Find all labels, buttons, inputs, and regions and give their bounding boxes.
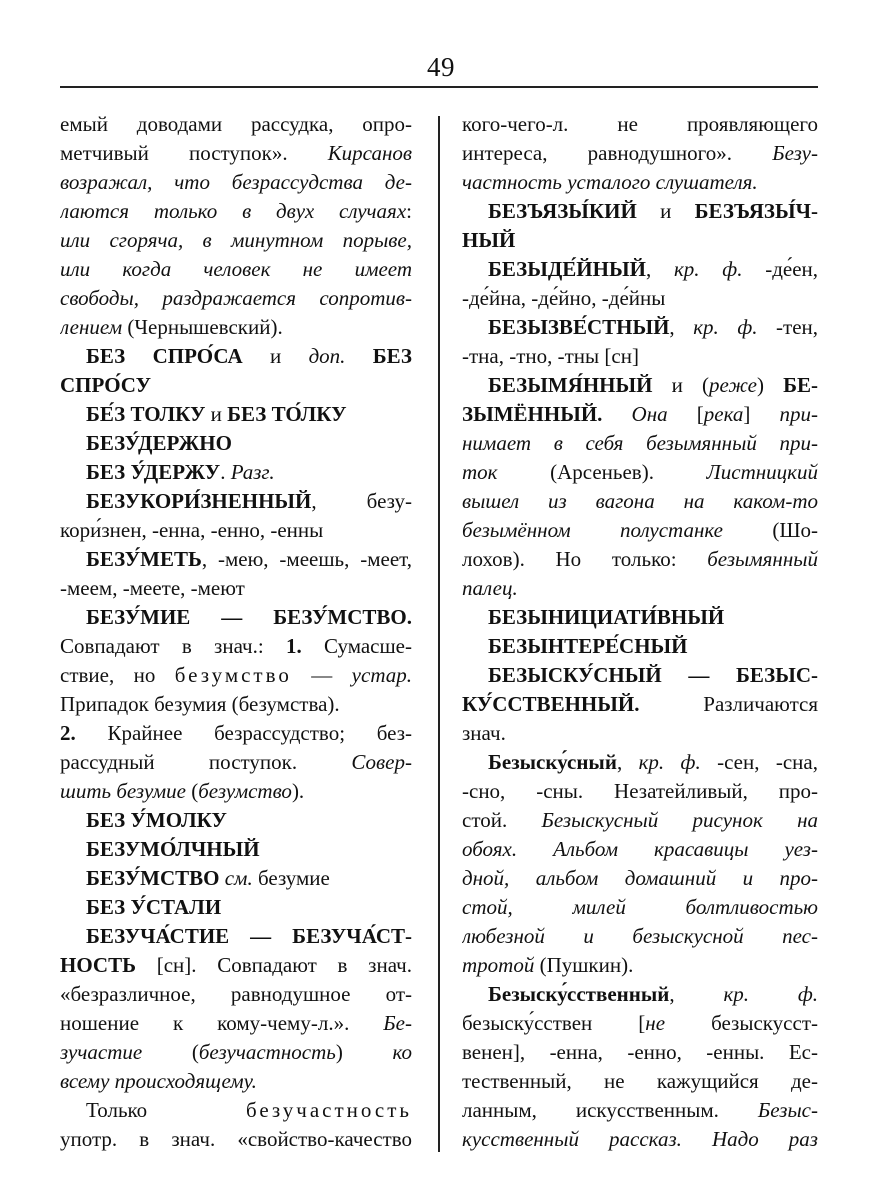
text-run: метчивый поступок». — [60, 141, 328, 165]
text-run: (Пушкин). — [534, 953, 634, 977]
text-run: «безразличное, равнодушное от- — [60, 982, 412, 1006]
headword: КУ́ССТВЕННЫЙ. — [462, 692, 640, 716]
text-run: -тен, — [757, 315, 818, 339]
italic-text: лением — [60, 315, 123, 339]
italic-text: зучастие — [60, 1040, 143, 1064]
italic-text: ток — [462, 460, 498, 484]
italic-text: Разг. — [230, 460, 275, 484]
text-line — [60, 864, 412, 893]
text-line — [60, 284, 412, 313]
italic-text: дной, альбом домашний и про- — [462, 866, 818, 890]
text-line — [60, 110, 412, 139]
headword: БЕЗУЧА́СТИЕ — БЕЗУЧА́СТ- — [86, 924, 412, 948]
text-run: лохов). Но только: — [462, 547, 708, 571]
text-line — [60, 690, 412, 719]
text-line — [462, 400, 818, 429]
italic-text: Кирсанов — [327, 141, 412, 165]
italic-text: Бе- — [383, 1011, 412, 1035]
text-line — [462, 255, 818, 284]
text-line — [462, 1009, 818, 1038]
text-line — [462, 1096, 818, 1125]
text-run: тественный, не кажущийся де- — [462, 1069, 818, 1093]
italic-text: Безыскусный рисунок на — [541, 808, 818, 832]
italic-text: безумство — [198, 779, 292, 803]
text-line — [462, 487, 818, 516]
text-run: , — [645, 257, 674, 281]
spaced-text: безумство — [174, 663, 292, 687]
text-line — [462, 835, 818, 864]
text-line — [462, 777, 818, 806]
text-run: ( — [186, 779, 199, 803]
headword: Безыску́сный — [488, 750, 617, 774]
italic-text: всему происходящему. — [60, 1069, 257, 1093]
headword: БЕЗ У́МОЛКУ — [86, 808, 227, 832]
text-run: знач. — [462, 721, 506, 745]
text-run: Различаются — [639, 692, 818, 716]
text-run: ( — [142, 1040, 199, 1064]
text-line — [60, 342, 412, 371]
text-run: употр. в знач. «свойство-качество — [60, 1127, 412, 1151]
italic-text: обоях. Альбом красавицы уез- — [462, 837, 818, 861]
text-line — [462, 458, 818, 487]
headword: БЕЗЪЯЗЫ́КИЙ — [488, 199, 637, 223]
text-run — [602, 402, 631, 426]
headword: БЕЗУ́МИЕ — БЕЗУ́МСТВО. — [86, 605, 412, 629]
headword: 2. — [60, 721, 76, 745]
page-number: 49 — [427, 52, 455, 82]
text-run: , -мею, -меешь, -меет, — [201, 547, 412, 571]
italic-text: кр. ф. — [693, 315, 758, 339]
headword: Безыску́сственный — [488, 982, 670, 1006]
text-run: и — [636, 199, 695, 223]
text-line — [60, 603, 412, 632]
text-line — [462, 748, 818, 777]
text-run: ] — [743, 402, 780, 426]
italic-text: реже — [709, 373, 757, 397]
text-run: ). — [291, 779, 305, 803]
text-line — [60, 168, 412, 197]
italic-text: лаются только в двух случаях — [60, 199, 407, 223]
headword: НОСТЬ — [60, 953, 136, 977]
text-run: (Арсеньев). — [497, 460, 707, 484]
headword: 1. — [285, 634, 302, 658]
text-run: , безу- — [311, 489, 412, 513]
column-divider — [438, 116, 440, 1152]
italic-text: любезной и безыскусной пес- — [462, 924, 818, 948]
text-run: и ( — [652, 373, 710, 397]
italic-text: стой, милей болтливостью — [462, 895, 818, 919]
text-line — [462, 574, 818, 603]
italic-text: свободы, раздражается сопротив- — [60, 286, 412, 310]
italic-text: Она — [631, 402, 668, 426]
text-line — [462, 661, 818, 690]
text-line — [60, 1125, 412, 1154]
italic-text: безучастность — [198, 1040, 336, 1064]
text-run: рассудный поступок. — [60, 750, 352, 774]
spaced-text: безучастность — [245, 1098, 412, 1122]
text-run: — — [291, 663, 352, 687]
text-run: безумие — [252, 866, 330, 890]
text-line — [462, 139, 818, 168]
text-run: -тна, -тно, -тны [сн] — [462, 344, 639, 368]
text-line — [462, 632, 818, 661]
headword: БЕЗЫНИЦИАТИ́ВНЫЙ — [488, 605, 725, 629]
text-line — [462, 864, 818, 893]
italic-text: нимает в себя безымянный при- — [462, 431, 818, 455]
text-line — [462, 226, 818, 255]
text-run: (Шо- — [722, 518, 818, 542]
text-run: кори́знен, -енна, -енно, -енны — [60, 518, 324, 542]
text-line — [60, 922, 412, 951]
headword: БЕ́З ТОЛКУ — [86, 402, 206, 426]
text-run — [345, 344, 372, 368]
italic-text: Безыс- — [757, 1098, 818, 1122]
text-run: стой. — [462, 808, 542, 832]
headword: БЕЗУ́МЕТЬ — [86, 547, 202, 571]
text-run: . — [220, 460, 231, 484]
headword: БЕЗЫНТЕРЕ́СНЫЙ — [488, 634, 688, 658]
text-line — [462, 980, 818, 1009]
italic-text: ко — [392, 1040, 412, 1064]
text-line — [462, 922, 818, 951]
text-run: безыскусст- — [665, 1011, 818, 1035]
text-line — [462, 951, 818, 980]
text-line — [60, 429, 412, 458]
italic-text: кр. ф. — [673, 257, 743, 281]
text-run: Припадок безумия (безумства). — [60, 692, 340, 716]
italic-text: кусственный рассказ. Надо раз — [462, 1127, 818, 1151]
text-line — [462, 1067, 818, 1096]
text-line — [462, 110, 818, 139]
italic-text: вышел из вагона на каком-то — [462, 489, 818, 513]
text-run: [ — [667, 402, 704, 426]
italic-text: или когда человек не имеет — [60, 257, 412, 281]
headword: БЕЗЫДЕ́ЙНЫЙ — [488, 257, 646, 281]
text-line — [60, 748, 412, 777]
italic-text: безымённом полустанке — [462, 518, 723, 542]
italic-text: при- — [779, 402, 818, 426]
text-line — [60, 1096, 412, 1125]
italic-text: Листницкий — [706, 460, 818, 484]
italic-text: палец. — [462, 576, 518, 600]
text-line — [60, 893, 412, 922]
headword: БЕЗУКОРИ́ЗНЕННЫЙ — [86, 489, 312, 513]
text-line — [60, 632, 412, 661]
text-line — [60, 487, 412, 516]
text-run: , — [616, 750, 639, 774]
text-run: ствие, но — [60, 663, 175, 687]
text-line — [462, 197, 818, 226]
text-run: кого-чего-л. не проявляющего — [462, 112, 818, 136]
text-line — [60, 313, 412, 342]
headword: БЕЗ СПРО́СА — [86, 344, 243, 368]
italic-text: кр. ф. — [723, 982, 818, 1006]
italic-text: река — [703, 402, 744, 426]
text-run: ношение к кому-чему-л.». — [60, 1011, 384, 1035]
text-line — [60, 719, 412, 748]
text-run: Только — [86, 1098, 246, 1122]
text-line — [60, 545, 412, 574]
text-line — [462, 1038, 818, 1067]
headword: БЕЗ ТО́ЛКУ — [227, 402, 347, 426]
headword: БЕ- — [783, 373, 818, 397]
text-run: и — [205, 402, 228, 426]
text-line — [60, 516, 412, 545]
italic-text: см. — [224, 866, 253, 890]
text-line — [462, 603, 818, 632]
text-run: -де́йна, -де́йно, -де́йны — [462, 286, 666, 310]
italic-text: устар. — [351, 663, 412, 687]
headword: БЕЗЫМЯ́ННЫЙ — [488, 373, 653, 397]
text-run: венен], -енна, -енно, -енны. Ес- — [462, 1040, 818, 1064]
text-run: [сн]. Совпадают в знач. — [135, 953, 412, 977]
text-line — [60, 1038, 412, 1067]
text-run: -сно, -сны. Незатейливый, про- — [462, 779, 818, 803]
italic-text: частность усталого слушателя. — [462, 170, 758, 194]
italic-text: возражал, что безрассудства де- — [60, 170, 412, 194]
text-line — [60, 226, 412, 255]
text-line — [462, 168, 818, 197]
text-run: , — [669, 982, 724, 1006]
left-column — [60, 110, 412, 1154]
text-line — [462, 893, 818, 922]
text-run: : — [406, 199, 412, 223]
text-line — [462, 371, 818, 400]
headword: БЕЗ У́ДЕРЖУ — [86, 460, 221, 484]
text-line — [60, 400, 412, 429]
text-line — [462, 284, 818, 313]
headword: НЫЙ — [462, 228, 516, 252]
text-line — [60, 197, 412, 226]
text-line — [60, 574, 412, 603]
text-line — [60, 458, 412, 487]
italic-text: или сгоряча, в минутном порыве, — [60, 228, 412, 252]
text-line — [60, 1067, 412, 1096]
italic-text: Безу- — [772, 141, 818, 165]
text-line — [462, 719, 818, 748]
text-run: и — [242, 344, 309, 368]
headword: БЕЗ У́СТАЛИ — [86, 895, 222, 919]
text-run: ) — [335, 1040, 393, 1064]
text-line — [462, 1125, 818, 1154]
text-run: -меем, -меете, -меют — [60, 576, 245, 600]
text-run: Сумасше- — [301, 634, 412, 658]
right-column — [462, 110, 818, 1154]
italic-text: Совер- — [351, 750, 412, 774]
text-line — [462, 690, 818, 719]
text-line — [462, 516, 818, 545]
text-line — [462, 429, 818, 458]
text-run: емый доводами рассудка, опро- — [60, 112, 412, 136]
text-run: Крайнее безрассудство; без- — [75, 721, 412, 745]
text-line — [60, 806, 412, 835]
italic-text: не — [645, 1011, 666, 1035]
text-run: ланным, искусственным. — [462, 1098, 758, 1122]
italic-text: доп. — [308, 344, 346, 368]
text-line — [60, 951, 412, 980]
text-run: , — [669, 315, 694, 339]
headword: БЕЗЪЯЗЫ́Ч- — [694, 199, 818, 223]
italic-text: кр. ф. — [638, 750, 701, 774]
italic-text: шить безумие — [60, 779, 186, 803]
text-run: интереса, равнодушного». — [462, 141, 773, 165]
text-line — [462, 545, 818, 574]
italic-text: безымянный — [707, 547, 818, 571]
headword: БЕЗЫСКУ́СНЫЙ — БЕЗЫС- — [488, 663, 818, 687]
text-run: безыску́сствен [ — [462, 1011, 646, 1035]
text-run: Совпадают в знач.: — [60, 634, 286, 658]
headword: БЕЗУ́ДЕРЖНО — [86, 431, 232, 455]
italic-text: тротой — [462, 953, 535, 977]
text-line — [60, 371, 412, 400]
text-line — [60, 255, 412, 284]
text-line — [462, 806, 818, 835]
text-line — [60, 980, 412, 1009]
text-run: (Чернышевский). — [122, 315, 283, 339]
text-run: -де́ен, — [742, 257, 818, 281]
headword: БЕЗУ́МСТВО — [86, 866, 220, 890]
text-line — [462, 313, 818, 342]
text-line — [60, 835, 412, 864]
text-line — [60, 777, 412, 806]
headword: СПРО́СУ — [60, 373, 152, 397]
text-run: ) — [756, 373, 784, 397]
headword: ЗЫМЁННЫЙ. — [462, 402, 603, 426]
text-line — [60, 1009, 412, 1038]
text-line — [60, 139, 412, 168]
headword: БЕЗУМО́ЛЧНЫЙ — [86, 837, 260, 861]
text-line — [462, 342, 818, 371]
header-rule — [60, 86, 818, 88]
text-line — [60, 661, 412, 690]
headword: БЕЗЫЗВЕ́СТНЫЙ — [488, 315, 670, 339]
headword: БЕЗ — [372, 344, 412, 368]
text-run: -сен, -сна, — [700, 750, 818, 774]
